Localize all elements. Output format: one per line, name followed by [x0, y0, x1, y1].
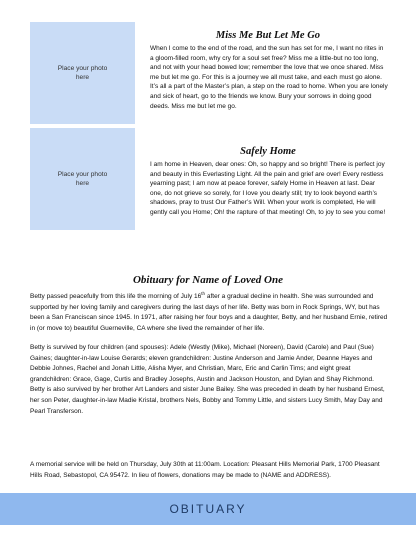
photo-placeholder-2[interactable]: [30, 128, 135, 230]
poem-text-miss-me: When I come to the end of the road, and the sun has set for me, I want no rites in a gloom-filled room, why cry for a soul set free? Miss me a little-but no too long, and not with your head bowed low; remember the love that we once shared. Miss me but let me go. For this is a journey we all must take, and each must go alone. It’s all a part of the Master’s plan, a step on the road to home. When you are lonely and sick of heart, go to the friends we know. Bury your sorrows in doing good deeds. Miss me but let me go.: [150, 45, 388, 110]
obituary-paragraph-1: [30, 292, 388, 334]
photo-placeholder-label: Place your photo here: [57, 65, 108, 81]
obituary-title: Obituary for Name of Loved One: [132, 274, 283, 286]
obituary-paragraph-1-rest: after a gradual decline in health. She was surrounded and supported by her loving family and caregivers during the last days of her life. Betty was born in Rock Springs, WY, but has been a San Franciscan since 1945. In 1971, after raising her four boys and a daughter, Betty, and her husband Ernie, retired in (or move to) beautiful Guerneville, CA where she lived the remainder of her life.: [30, 293, 388, 332]
poem-title-miss-me: Miss Me But Let Me Go: [215, 30, 321, 41]
photo-placeholder-1[interactable]: [30, 22, 135, 124]
obituary-paragraph-2: Betty is survived by four children (and spouses): Adele (Westly (Mike), Michael (Noreen), David (Carole) and Paul (Sue) Gaines; daughter-in-law Louise Gerards; eleven grandchildren: Justine Anderson and Jamie Ander, Deanne Hayes and Debbie Johnes, Rachel and Jonah Little, Alisha Myer, and Christian, Marc, Eric and Carlin Tims; and eight great grandchildren: Grace, Gage, Curtis and Bradley Josephs, Austin and Jackson Houston, and Dylan and Shay Richmond. Betty is also survived by her brother Art Landers and sister June Bailey. She was preceded in death by her husband Ernest, her son Peter, daughter-in-law Madie Kristal, brothers Nels, Bobby and Tommy Little, and sisters Lucy Smith, May Day and Pearl Transferson.: [30, 344, 385, 415]
obituary-paragraph-1-start: Betty passed peacefully from this life the morning of July 16: [30, 293, 202, 300]
footer-bar: [0, 493, 416, 525]
ordinal-suffix: th: [201, 290, 206, 296]
obituary-paragraph-3: A memorial service will be held on Thursday, July 30th at 11:00am. Location: Pleasant Hills Memorial Park, 1700 Pleasant Hills Road, Sebastopol, CA 95472. In lieu of flowers, donations may be made to (NAME and ADDRESS).: [30, 461, 380, 479]
poem-text-safely-home: I am home in Heaven, dear ones: Oh, so happy and so bright! There is perfect joy and beauty in this Everlasting Light. All the pain and grief are over! Every restless yearning past; I am now at peace forever, safely Home in Heaven at last. Dear one, do not grieve so sorely, for I love you dearly still; try to look beyond earth’s shadows, pray to trust Our Father’s Will. When your work is completed, He will gently call you Home; Oh! the rapture of that meeting! Oh, to joy to see you come!: [150, 161, 386, 216]
footer-label: OBITUARY: [169, 502, 247, 516]
photo-placeholder-label: Place your photo here: [57, 171, 108, 187]
poem-title-safely-home: Safely Home: [240, 146, 296, 157]
